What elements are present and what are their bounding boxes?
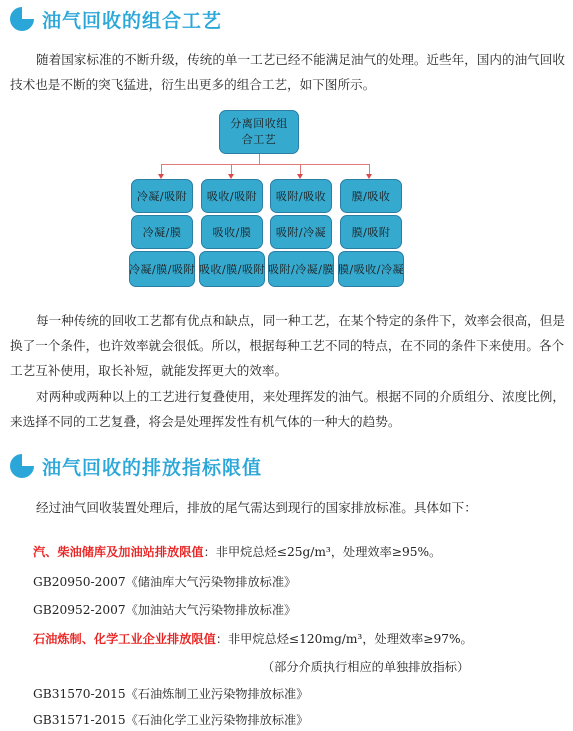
diagram-box: 吸附/冷凝 xyxy=(270,215,332,249)
diagram-box: 吸收/膜/吸附 xyxy=(199,251,265,287)
pros-cons-paragraph: 每一种传统的回收工艺都有优点和缺点，同一种工艺，在某个特定的条件下，效率会很高，但是换了一个条件，也许效率就会很低。所以，根据每种工艺不同的特点，在不同的条件下来使用。各个工艺互补使用，取长补短，就能发挥更大的效率。 xyxy=(10,313,565,378)
standard-line: GB31570-2015《石油炼制工业污染物排放标准》 xyxy=(33,687,309,701)
stacking-paragraph: 对两种或两种以上的工艺进行复叠使用，来处理挥发的油气。根据不同的介质组分、浓度比例，来选择不同的工艺复叠，将会是处理挥发性有机气体的一种大的趋势。 xyxy=(10,389,565,429)
process-diagram xyxy=(128,108,410,290)
standard-line: GB31571-2015《石油化学工业污染物排放标准》 xyxy=(33,713,309,727)
emission-intro: 经过油气回收装置处理后，排放的尾气需达到现行的国家排放标准。具体如下： xyxy=(36,500,477,515)
limit-label: 汽、柴油储库及加油站排放限值 xyxy=(33,545,204,559)
diagram-box: 冷凝/膜/吸附 xyxy=(129,251,195,287)
diagram-box: 膜/吸收/冷凝 xyxy=(338,251,404,287)
blue-quarter-circle-icon xyxy=(8,452,36,480)
intro-paragraph: 随着国家标准的不断升级，传统的单一工艺已经不能满足油气的处理。近些年，国内的油气回收技术也是不断的突飞猛进，衍生出更多的组合工艺，如下图所示。 xyxy=(10,52,565,92)
diagram-box: 膜/吸收 xyxy=(340,179,402,213)
limit-line-refinery xyxy=(33,630,473,647)
section-header-combined-process xyxy=(8,4,222,34)
section-header-emission-limits xyxy=(8,451,262,481)
diagram-box: 吸附/吸收 xyxy=(270,179,332,213)
section-title: 油气回收的排放指标限值 xyxy=(42,456,263,479)
blue-quarter-circle-icon xyxy=(8,5,36,33)
standard-line: GB20950-2007《储油库大气污染物排放标准》 xyxy=(33,575,297,589)
section-title: 油气回收的组合工艺 xyxy=(42,9,223,32)
diagram-box: 冷凝/膜 xyxy=(131,215,193,249)
standard-line: GB20952-2007《加油站大气污染物排放标准》 xyxy=(33,603,297,617)
diagram-box: 吸收/膜 xyxy=(201,215,263,249)
diagram-connector xyxy=(259,154,260,164)
limit-label: 石油炼制、化学工业企业排放限值 xyxy=(33,632,216,646)
limit-value: ：非甲烷总烃≤120mg/m³，处理效率≥97%。 xyxy=(215,632,473,646)
diagram-box: 冷凝/吸附 xyxy=(131,179,193,213)
diagram-box: 吸收/吸附 xyxy=(201,179,263,213)
diagram-box: 膜/吸附 xyxy=(340,215,402,249)
diagram-connector xyxy=(161,164,369,165)
limit-value: ：非甲烷总烃≤25g/m³，处理效率≥95%。 xyxy=(203,545,442,559)
diagram-box: 吸附/冷凝/膜 xyxy=(268,251,334,287)
limit-line-depot xyxy=(33,543,441,560)
diagram-root-box: 分离回收组合工艺 xyxy=(219,110,299,154)
note-line: （部分介质执行相应的单独排放指标） xyxy=(262,660,470,674)
